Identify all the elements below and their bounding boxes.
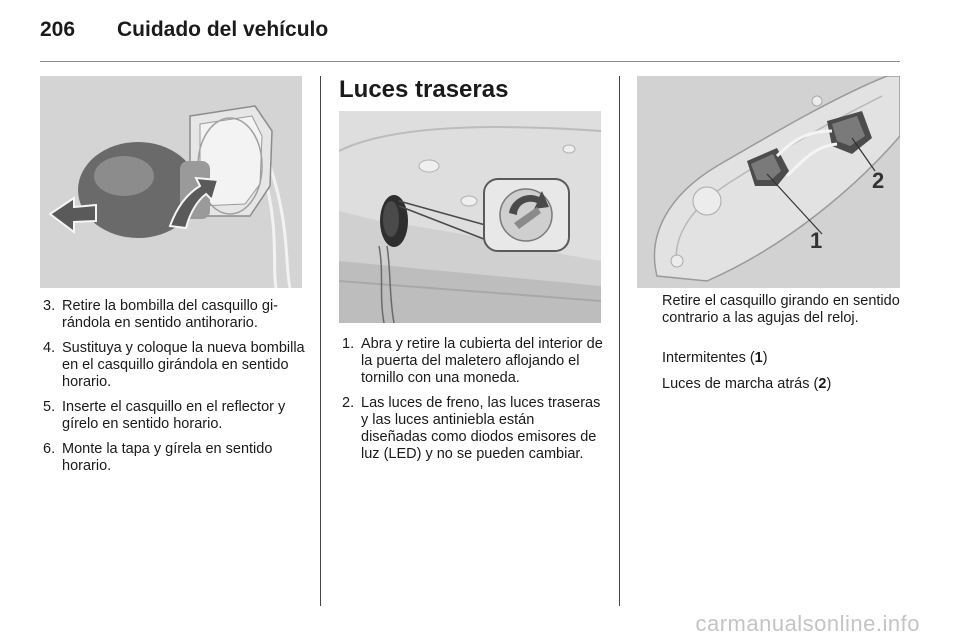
tail-lamp-socket-illustration [637, 76, 900, 288]
callout-label-1: 1 [810, 228, 823, 253]
list-item: 1. Abra y retire la cubierta del interior de la puerta del maletero aflojando el tornillo con una moneda. [342, 336, 603, 386]
page-number: 206 [40, 18, 76, 41]
middle-steps-list [339, 336, 604, 471]
section-title: Luces traseras [339, 76, 509, 103]
left-steps-list [40, 298, 305, 483]
list-item: 2. Las luces de freno, las luces traseras y las luces antiniebla están diseñadas como diodos emisores de luz (LED) y no se pueden cambiar. [342, 395, 601, 462]
bulb-removal-illustration [40, 76, 302, 288]
watermark: carmanualsonline.info [695, 611, 920, 636]
column-divider-left [320, 76, 321, 606]
tailgate-cover-illustration [339, 111, 601, 323]
callout-label-2: 2 [872, 168, 885, 193]
instruction-paragraph: Retire el casquillo girando en sentido contrario a las agujas del reloj. [662, 293, 900, 326]
list-item: 4. Sustituya y coloque la nueva bombilla en el casquillo girándola en sentido horario. [43, 340, 305, 390]
indicator-label: Intermitentes (1) [662, 350, 768, 366]
column-divider-right [619, 76, 620, 606]
list-item: 5. Inserte el casquillo en el reflector y gírelo en sentido horario. [43, 399, 286, 432]
reverse-light-label: Luces de marcha atrás (2) [662, 376, 832, 392]
list-item: 3. Retire la bombilla del casquillo girándola en sentido antihorario. [43, 298, 279, 331]
page-title: Cuidado del vehículo [117, 18, 329, 41]
list-item: 6. Monte la tapa y gírela en sentido horario. [43, 441, 273, 474]
header-rule [40, 61, 900, 62]
